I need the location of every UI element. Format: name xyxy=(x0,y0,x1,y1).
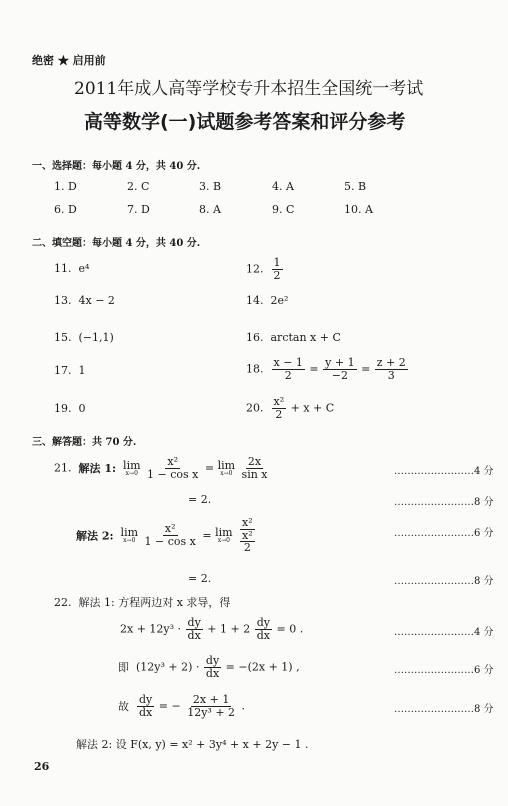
choice-answer: 5. B xyxy=(344,180,367,193)
page-number: 26 xyxy=(34,760,50,773)
fill-item-14: 14. 2e² xyxy=(246,294,289,307)
score-q22-2: ……………………6 分 xyxy=(394,665,494,676)
choice-answer: 2. C xyxy=(127,180,150,193)
score-q21-1: ……………………4 分 xyxy=(394,466,494,477)
score-q22-3: ……………………8 分 xyxy=(394,704,494,715)
answer-title: 高等数学(一)试题参考答案和评分参考 xyxy=(84,111,406,133)
fill-item-13: 13. 4x − 2 xyxy=(54,294,115,307)
section3-heading: 三、解答题：共 70 分. xyxy=(32,437,137,448)
q22-line2: 即 (12y³ + 2) · $\frac{dy}{dx}$ = −(2x + 1) , xyxy=(118,654,300,680)
choice-answer: 3. B xyxy=(199,180,222,193)
exam-title: 2011年成人高等学校专升本招生全国统一考试 xyxy=(74,79,424,99)
q22-line3: 故 $\frac{dy}{dx}$ = − $\frac{2x + 1}{\text{12y³ + 2}}$ . xyxy=(118,693,246,719)
score-q21-4: ……………………8 分 xyxy=(394,576,494,587)
section2-heading: 二、填空题：每小题 4 分，共 40 分. xyxy=(32,238,201,249)
score-q22-1: ……………………4 分 xyxy=(394,627,494,638)
fill-item-17: 17. 1 xyxy=(54,364,86,377)
q22-method1: 22. 解法 1: 方程两边对 x 求导，得 xyxy=(54,596,231,609)
q21-result-2: = 2. xyxy=(188,572,212,585)
fill-item-12: 12. $\frac{1}{2}$ xyxy=(246,256,281,282)
choice-answer: 1. D xyxy=(54,180,77,193)
fill-item-20: 20. $\frac{\text{x²}}{2}$ + x + C xyxy=(246,395,335,421)
fill-item-11: 11. e⁴ xyxy=(54,262,90,275)
q21-method2: 解法 2: lim x→0 $\frac{\text{x²}}{\text{1 − cos x}}$ = lim x→0 $\frac{\text{x²}}{\frac{\text{x²}}{2}}$ xyxy=(76,516,253,555)
score-q21-2: ……………………8 分 xyxy=(394,497,494,508)
fill-item-15: 15. (−1,1) xyxy=(54,331,114,344)
choice-answer: 8. A xyxy=(199,203,221,216)
choice-answer: 6. D xyxy=(54,203,77,216)
q21-method1: 21. 解法 1: lim x→0 $\frac{\text{x²}}{\text{1 − cos x}}$ = lim x→0 $\frac{2x}{\text{sin x}}$ xyxy=(54,455,268,481)
score-q21-3: ……………………6 分 xyxy=(394,528,494,539)
fill-item-19: 19. 0 xyxy=(54,402,86,415)
secret-label: 绝密 ★ 启用前 xyxy=(32,54,106,67)
fill-item-16: 16. arctan x + C xyxy=(246,331,341,344)
choice-answer: 4. A xyxy=(272,180,294,193)
fill-item-18: 18. $\frac{x - 1}{2}$ = $\frac{y + 1}{-2}$ = $\frac{z + 2}{3}$ xyxy=(246,356,406,382)
section1-heading: 一、选择题：每小题 4 分，共 40 分. xyxy=(32,161,201,172)
choice-answer: 9. C xyxy=(272,203,295,216)
q22-line1: 2x + 12y³ · $\frac{dy}{dx}$ + 1 + 2 $\frac{dy}{dx}$ = 0 . xyxy=(120,616,304,642)
q22-method2: 解法 2: 设 F(x, y) = x² + 3y⁴ + x + 2y − 1 . xyxy=(76,738,309,751)
q21-result-1: = 2. xyxy=(188,493,212,506)
choice-answer: 7. D xyxy=(127,203,150,216)
choice-answer: 10. A xyxy=(344,203,373,216)
